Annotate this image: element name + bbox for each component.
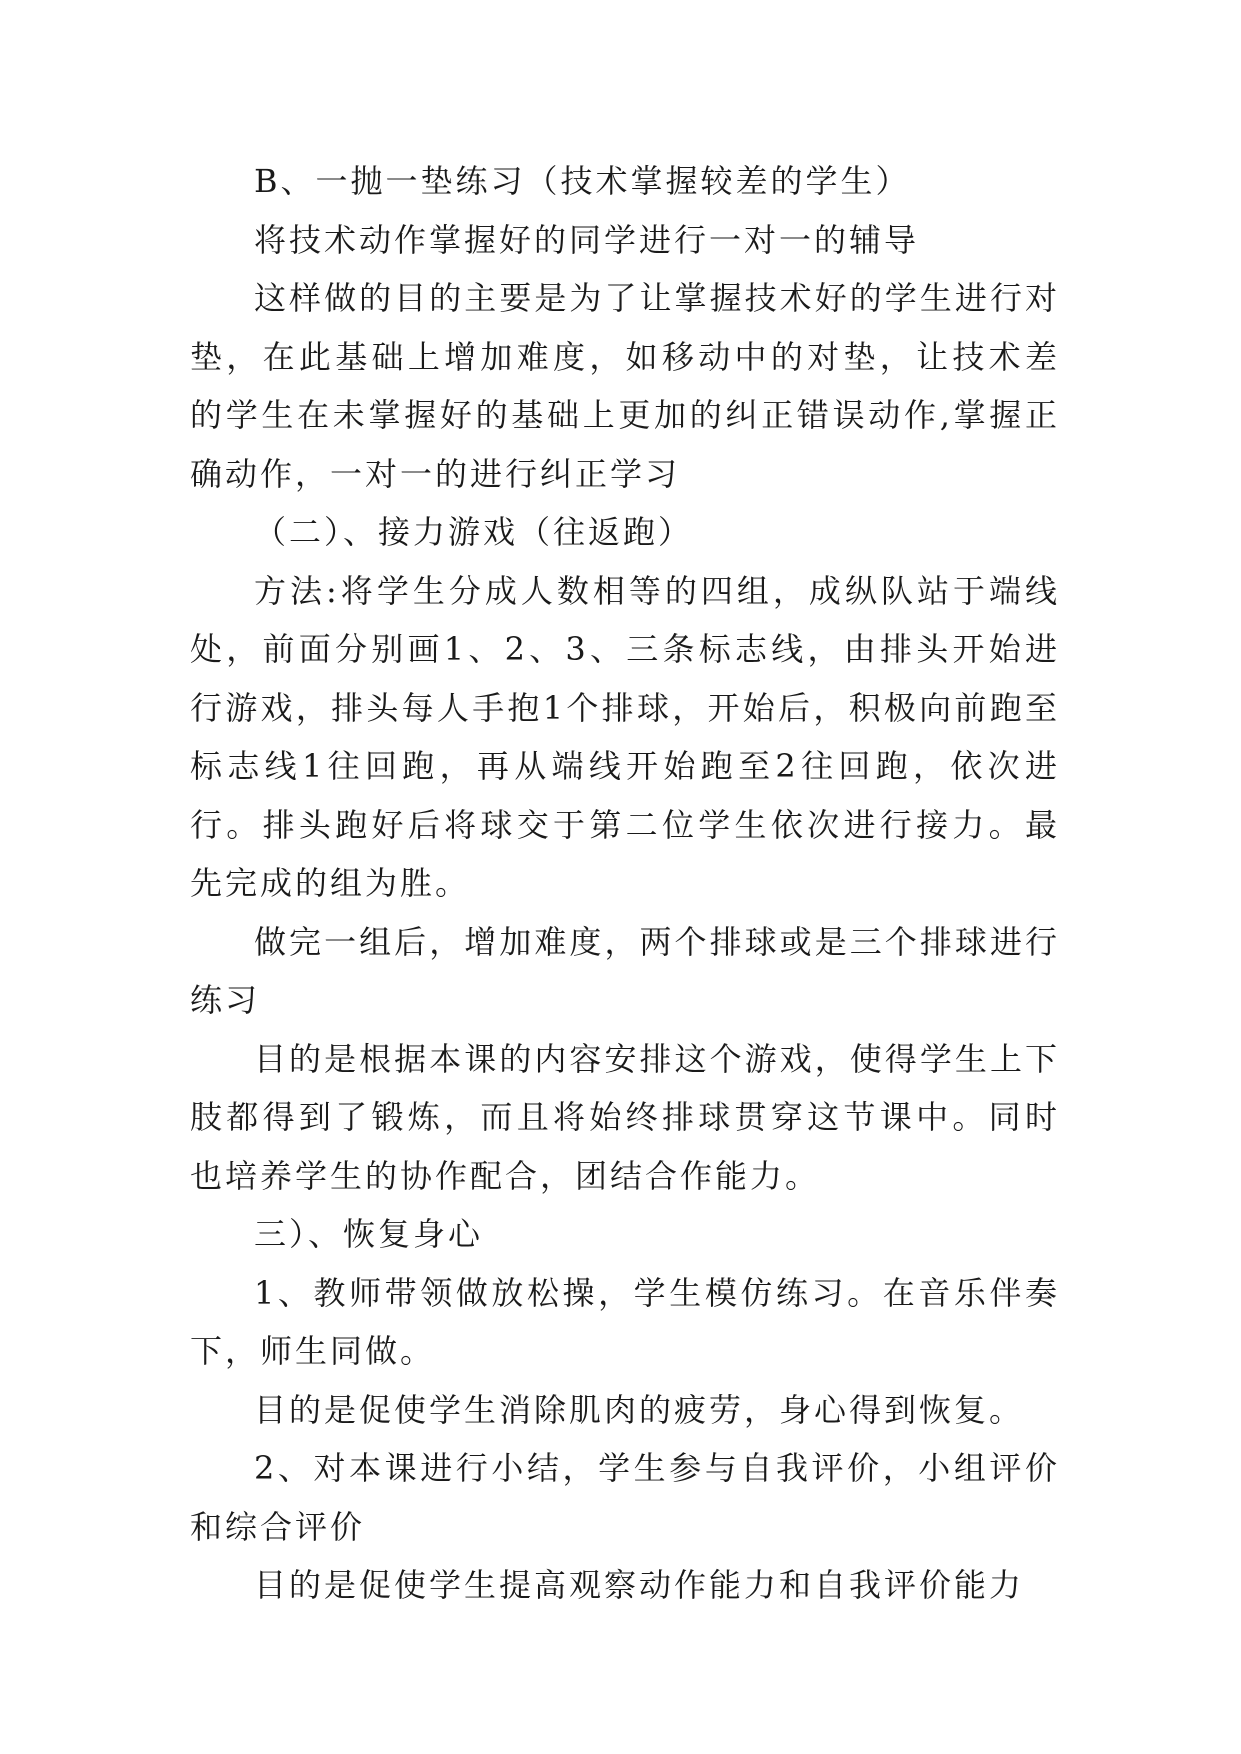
paragraph-b-toss-dig-practice: B、一抛一垫练习（技术掌握较差的学生） [254,162,911,200]
paragraph-lesson-summary: 2、对本课进行小结，学生参与自我评价，小组评价和综合评价 [190,1449,1060,1546]
heading-recovery: 三）、恢复身心 [254,1215,484,1253]
paragraph-relaxation-purpose: 目的是促使学生消除肌肉的疲劳，身心得到恢复。 [254,1390,1025,1429]
paragraph-one-on-one-tutoring: 将技术动作掌握好的同学进行一对一的辅导 [254,220,920,259]
paragraph-increase-difficulty: 做完一组后，增加难度，两个排球或是三个排球进行练习 [190,922,1060,1019]
paragraph-game-purpose: 目的是根据本课的内容安排这个游戏，使得学生上下肢都得到了锻炼，而且将始终排球贯穿这节课中。同时也培养学生的协作配合，团结合作能力。 [190,1039,1060,1195]
document-body [190,152,1060,1615]
paragraph-relay-method: 方法:将学生分成人数相等的四组，成纵队站于端线处，前面分别画1、2、3、三条标志线，由排头开始进行游戏，排头每人手抱1个排球，开始后，积极向前跑至标志线1往回跑，再从端线开始跑至2往回跑，依次进行。排头跑好后将球交于第二位学生依次进行接力。最先完成的组为胜。 [190,571,1060,902]
paragraph-purpose-paired-dig: 这样做的目的主要是为了让掌握技术好的学生进行对垫，在此基础上增加难度，如移动中的对垫，让技术差的学生在未掌握好的基础上更加的纠正错误动作,掌握正确动作，一对一的进行纠正学习 [190,279,1060,493]
paragraph-summary-purpose: 目的是促使学生提高观察动作能力和自我评价能力 [254,1566,1025,1604]
heading-relay-game: （二）、接力游戏（往返跑） [254,513,694,551]
paragraph-relaxation-exercise: 1、教师带领做放松操，学生模仿练习。在音乐伴奏下，师生同做。 [190,1273,1060,1370]
